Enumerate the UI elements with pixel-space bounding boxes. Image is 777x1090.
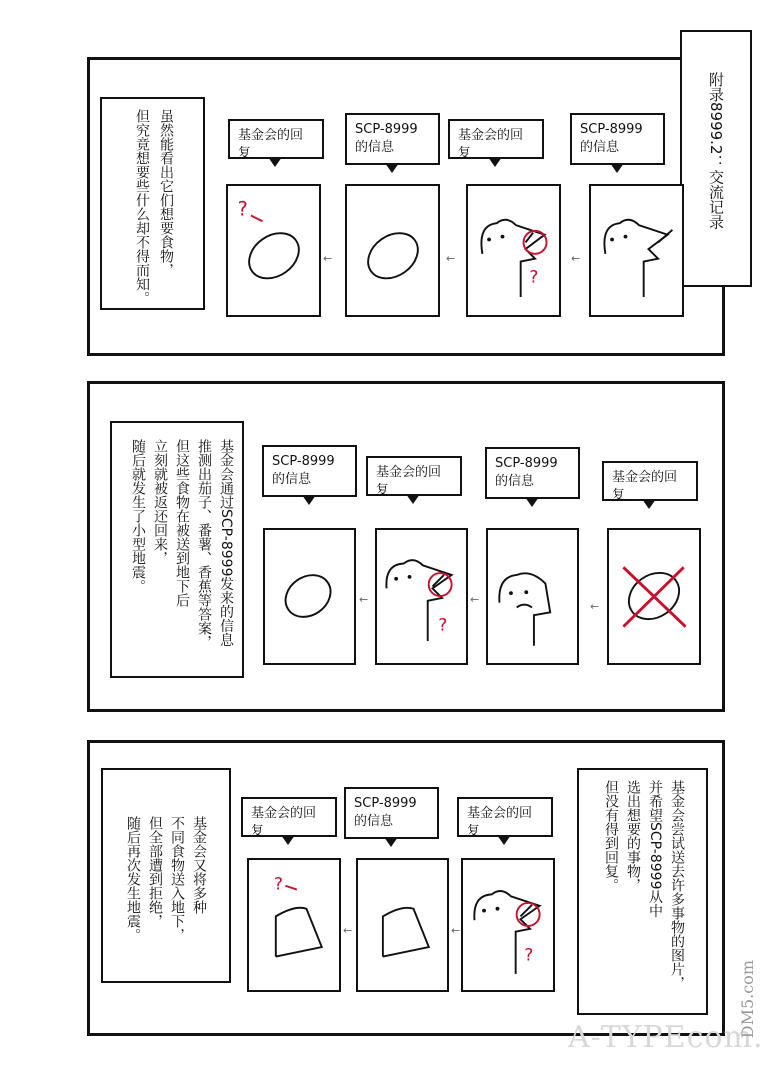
oval-question-drawing bbox=[228, 186, 319, 315]
shape-drawing bbox=[358, 860, 447, 990]
oval-drawing bbox=[265, 530, 354, 663]
svg-text:?: ? bbox=[237, 197, 248, 221]
svg-text:?: ? bbox=[438, 615, 448, 636]
caption-scp-message: SCP-8999 的信息 bbox=[485, 447, 580, 499]
svg-text:?: ? bbox=[529, 267, 539, 288]
narration-line: 不同食物送入地下， bbox=[169, 816, 185, 942]
narration-line: 随后再次发生地震。 bbox=[125, 816, 141, 942]
left-arrow-icon: ← bbox=[470, 593, 480, 606]
frame-shape-question bbox=[247, 858, 341, 992]
caption-foundation-reply: 基金会的回复 bbox=[602, 461, 698, 501]
caption-scp-message: SCP-8999 的信息 bbox=[344, 787, 439, 839]
watermark-logo: DM5.com bbox=[738, 960, 757, 1039]
narration-line: 立刻就被返还回来， bbox=[152, 439, 168, 565]
creature-sad-drawing bbox=[488, 530, 577, 663]
narration-line: 随后就发生了小型地震。 bbox=[130, 439, 146, 593]
caption-scp-message: SCP-8999 的信息 bbox=[570, 113, 665, 165]
left-arrow-icon: ← bbox=[359, 593, 369, 606]
narration-box-row-3-left bbox=[101, 768, 231, 983]
caption-foundation-reply: 基金会的回复 bbox=[366, 456, 462, 496]
caption-foundation-reply: 基金会的回复 bbox=[228, 119, 324, 159]
frame-oval bbox=[345, 184, 440, 317]
caption-foundation-reply: 基金会的回复 bbox=[241, 797, 337, 837]
oval-crossed-drawing bbox=[609, 530, 699, 663]
svg-text:?: ? bbox=[524, 945, 534, 966]
left-arrow-icon: ← bbox=[590, 600, 600, 613]
narration-box-row-2 bbox=[110, 421, 244, 678]
appendix-title-box bbox=[680, 30, 752, 287]
frame-creature-question bbox=[466, 184, 561, 317]
svg-text:?: ? bbox=[273, 874, 284, 895]
caption-scp-message: SCP-8999 的信息 bbox=[262, 445, 357, 497]
narration-box-row-1 bbox=[100, 97, 205, 310]
frame-creature-sad bbox=[486, 528, 579, 665]
caption-foundation-reply: 基金会的回复 bbox=[448, 119, 544, 159]
narration-line: 基金会通过SCP-8999发来的信息 bbox=[218, 439, 234, 647]
narration-line: 但没有得到回复。 bbox=[603, 780, 619, 892]
narration-line: 虽然能看出它们想要食物， bbox=[158, 109, 174, 277]
narration-line: 但全部遭到拒绝， bbox=[147, 816, 163, 928]
narration-line: 选出想要的事物， bbox=[625, 780, 641, 892]
caption-foundation-reply: 基金会的回复 bbox=[457, 797, 553, 837]
left-arrow-icon: ← bbox=[343, 924, 353, 937]
frame-creature-question bbox=[375, 528, 468, 665]
narration-line: 但究竟想要些什么却不得而知。 bbox=[134, 109, 150, 305]
frame-creature-question bbox=[461, 858, 555, 992]
creature-question-drawing bbox=[468, 186, 559, 315]
frame-creature bbox=[589, 184, 684, 317]
left-arrow-icon: ← bbox=[451, 924, 461, 937]
caption-scp-message: SCP-8999 的信息 bbox=[345, 113, 440, 165]
narration-box-row-3-right bbox=[577, 768, 708, 1015]
narration-line: 并希望SCP-8999从中 bbox=[647, 780, 663, 918]
narration-line: 但这些食物在被送到地下后 bbox=[174, 439, 190, 607]
creature-question-drawing bbox=[463, 860, 553, 990]
left-arrow-icon: ← bbox=[446, 252, 456, 265]
narration-line: 基金会又将多种 bbox=[191, 816, 207, 914]
frame-oval bbox=[263, 528, 356, 665]
creature-question-drawing bbox=[377, 530, 466, 663]
creature-drawing bbox=[591, 186, 682, 315]
frame-shape bbox=[356, 858, 449, 992]
watermark-text: A-TYPEcom. bbox=[568, 1020, 764, 1055]
shape-question-drawing bbox=[249, 860, 339, 990]
frame-oval-crossed bbox=[607, 528, 701, 665]
left-arrow-icon: ← bbox=[323, 252, 333, 265]
narration-line: 推测出茄子、番薯、香蕉等答案， bbox=[196, 439, 212, 649]
frame-oval-question bbox=[226, 184, 321, 317]
narration-line: 基金会尝试送去许多事物的图片， bbox=[669, 780, 685, 990]
left-arrow-icon: ← bbox=[571, 252, 581, 265]
oval-drawing bbox=[347, 186, 438, 315]
appendix-title: 附录8999.2：交流记录 bbox=[707, 72, 725, 230]
